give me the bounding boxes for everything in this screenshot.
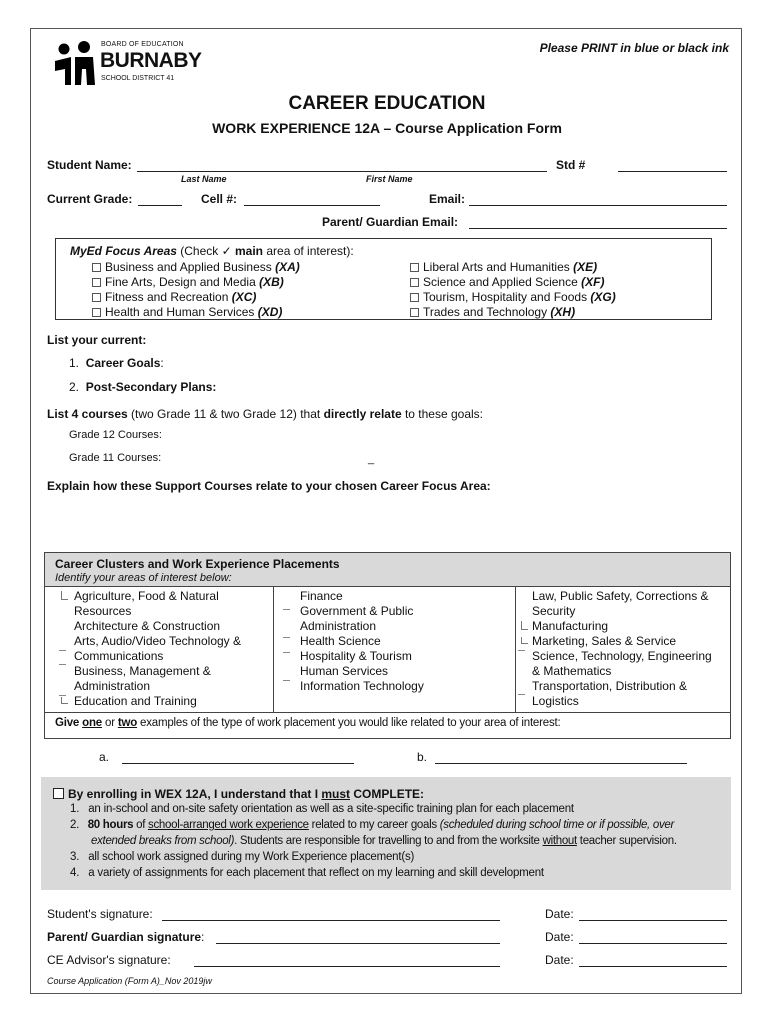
cluster-item: & Mathematics xyxy=(532,664,612,678)
student-date-field[interactable] xyxy=(579,920,727,921)
advisor-signature-label: CE Advisor's signature: xyxy=(47,953,171,967)
courses-instruction: List 4 courses (two Grade 11 & two Grade 12) that directly relate to these goals: xyxy=(47,407,484,421)
explain-heading[interactable]: Explain how these Support Courses relate to your chosen Career Focus Area: xyxy=(47,479,491,493)
cluster-item[interactable]: Manufacturing xyxy=(532,619,609,633)
clusters-subheading: Identify your areas of interest below: xyxy=(55,572,232,584)
std-number-label: Std # xyxy=(556,158,586,172)
placement-examples-instruction: Give one or two examples of the type of work placement you would like related to your area of interest: xyxy=(55,717,561,729)
logo-board-text: BOARD OF EDUCATION xyxy=(101,41,184,48)
career-clusters-table xyxy=(44,552,731,739)
focus-option-xf[interactable]: Science and Applied Science (XF) xyxy=(410,275,604,289)
checkbox-marker[interactable] xyxy=(59,695,66,696)
checkbox-marker[interactable] xyxy=(59,664,66,665)
parent-date-field[interactable] xyxy=(579,943,727,944)
form-footer: Course Application (Form A)_Nov 2019jw xyxy=(47,976,212,986)
cell-label: Cell #: xyxy=(201,192,238,206)
print-note: Please PRINT in blue or black ink xyxy=(539,41,729,55)
clusters-heading: Career Clusters and Work Experience Placements xyxy=(55,557,340,571)
parent-email-field[interactable] xyxy=(469,228,727,229)
cluster-item[interactable]: Marketing, Sales & Service xyxy=(532,634,677,648)
example-b-field[interactable] xyxy=(435,763,687,764)
checkbox-marker[interactable] xyxy=(521,637,528,644)
enrolment-box xyxy=(41,777,731,890)
divider xyxy=(45,712,730,713)
checkbox-marker[interactable] xyxy=(283,637,290,638)
focus-option-xe[interactable]: Liberal Arts and Humanities (XE) xyxy=(410,260,597,274)
checkbox-marker[interactable] xyxy=(283,609,290,610)
cluster-item[interactable]: Government & Public xyxy=(300,604,414,618)
focus-option-xa[interactable]: Business and Applied Business (XA) xyxy=(92,260,300,274)
advisor-signature-field[interactable] xyxy=(194,966,500,967)
cluster-item[interactable]: Health Science xyxy=(300,634,381,648)
cluster-item[interactable]: Law, Public Safety, Corrections & xyxy=(532,589,709,603)
focus-option-xb[interactable]: Fine Arts, Design and Media (XB) xyxy=(92,275,284,289)
checkbox[interactable] xyxy=(410,263,419,272)
career-goals-item[interactable]: 1. Career Goals: xyxy=(69,356,164,370)
stray-underscore: _ xyxy=(368,453,375,465)
logo-district-text: SCHOOL DISTRICT 41 xyxy=(101,75,175,82)
commitment-1: 1. an in-school and on-site safety orientation as well as a site-specific training plan for each placement xyxy=(70,803,574,815)
logo-figures-icon xyxy=(51,41,99,85)
clusters-col-3 xyxy=(532,589,712,709)
first-name-caption: First Name xyxy=(366,174,413,184)
grade-12-courses-label[interactable]: Grade 12 Courses: xyxy=(69,429,162,441)
commitment-2: 2. 80 hours of school-arranged work experience related to my career goals (scheduled during school time or if possible, over xyxy=(70,819,675,831)
parent-signature-field[interactable] xyxy=(216,943,500,944)
cluster-item: Administration xyxy=(300,619,377,633)
checkbox[interactable] xyxy=(410,278,419,287)
cluster-item: Administration xyxy=(74,679,151,693)
form-subtitle: WORK EXPERIENCE 12A – Course Application Form xyxy=(212,120,562,136)
email-field[interactable] xyxy=(469,205,727,206)
divider xyxy=(273,586,274,712)
logo xyxy=(51,39,202,87)
last-name-caption: Last Name xyxy=(181,174,227,184)
checkbox-marker[interactable] xyxy=(518,650,525,651)
checkbox-marker[interactable] xyxy=(61,591,68,600)
checkbox-marker[interactable] xyxy=(59,650,66,651)
commitment-4: 4. a variety of assignments for each placement that reflect on my learning and skill development xyxy=(70,867,544,879)
cluster-item[interactable]: Architecture & Construction xyxy=(74,619,221,633)
checkbox-marker[interactable] xyxy=(61,697,68,704)
cluster-item[interactable]: Business, Management & xyxy=(74,664,211,678)
cluster-item[interactable]: Arts, Audio/Video Technology & xyxy=(74,634,242,648)
checkbox[interactable] xyxy=(92,293,101,302)
cluster-item[interactable]: Human Services xyxy=(300,664,389,678)
cluster-item[interactable]: Agriculture, Food & Natural xyxy=(74,589,219,603)
checkbox-marker[interactable] xyxy=(521,621,528,630)
student-signature-field[interactable] xyxy=(162,920,500,921)
student-name-field[interactable] xyxy=(137,171,547,172)
advisor-date-label: Date: xyxy=(545,953,574,967)
current-grade-label: Current Grade: xyxy=(47,192,133,206)
cluster-item: Logistics xyxy=(532,694,579,708)
cluster-item[interactable]: Education and Training xyxy=(74,694,197,708)
parent-date-label: Date: xyxy=(545,930,574,944)
advisor-date-field[interactable] xyxy=(579,966,727,967)
example-b-label: b. xyxy=(417,750,428,764)
post-secondary-item[interactable]: 2. Post-Secondary Plans: xyxy=(69,380,217,394)
commitment-3: 3. all school work assigned during my Work Experience placement(s) xyxy=(70,851,415,863)
focus-areas-heading: MyEd Focus Areas (Check ✓ main area of interest): xyxy=(70,244,354,258)
enrolment-heading[interactable]: By enrolling in WEX 12A, I understand that I must COMPLETE: xyxy=(53,787,424,801)
focus-option-xg[interactable]: Tourism, Hospitality and Foods (XG) xyxy=(410,290,616,304)
focus-areas-box xyxy=(55,238,712,320)
agreement-checkbox[interactable] xyxy=(53,788,64,799)
commitment-2-continued: extended breaks from school). Students are responsible for travelling to and from the worksite without teacher supervision. xyxy=(91,835,677,847)
divider xyxy=(515,586,516,712)
cluster-item[interactable]: Information Technology xyxy=(300,679,424,693)
checkbox[interactable] xyxy=(92,263,101,272)
grade-11-courses-label[interactable]: Grade 11 Courses: xyxy=(69,452,162,464)
cell-field[interactable] xyxy=(244,205,380,206)
clusters-col-1 xyxy=(74,589,241,709)
checkbox-marker[interactable] xyxy=(283,680,290,681)
student-signature-label: Student's signature: xyxy=(47,907,153,921)
checkbox[interactable] xyxy=(92,278,101,287)
cluster-item: Resources xyxy=(74,604,132,618)
cluster-item[interactable]: Transportation, Distribution & xyxy=(532,679,687,693)
email-label: Email: xyxy=(429,192,466,206)
clusters-col-2 xyxy=(300,589,424,694)
std-number-field[interactable] xyxy=(618,171,727,172)
cluster-item[interactable]: Science, Technology, Engineering xyxy=(532,649,712,663)
student-date-label: Date: xyxy=(545,907,574,921)
checkbox-marker[interactable] xyxy=(518,694,525,695)
parent-email-label: Parent/ Guardian Email: xyxy=(322,215,459,229)
cluster-item: Security xyxy=(532,604,576,618)
focus-option-xd[interactable]: Health and Human Services (XD) xyxy=(92,305,282,319)
example-a-field[interactable] xyxy=(122,763,354,764)
student-name-label: Student Name: xyxy=(47,158,132,172)
list-current-heading: List your current: xyxy=(47,333,147,347)
current-grade-field[interactable] xyxy=(138,205,182,206)
parent-signature-label: Parent/ Guardian signature: xyxy=(47,930,205,944)
checkbox[interactable] xyxy=(92,308,101,317)
focus-option-xc[interactable]: Fitness and Recreation (XC) xyxy=(92,290,256,304)
logo-name-text: BURNABY xyxy=(100,49,202,72)
application-form xyxy=(30,28,742,994)
divider xyxy=(45,586,730,587)
cluster-item[interactable]: Hospitality & Tourism xyxy=(300,649,412,663)
checkbox-marker[interactable] xyxy=(283,652,290,653)
checkbox[interactable] xyxy=(410,293,419,302)
checkbox[interactable] xyxy=(410,308,419,317)
cluster-item[interactable]: Finance xyxy=(300,589,343,603)
example-a-label: a. xyxy=(99,750,110,764)
focus-option-xh[interactable]: Trades and Technology (XH) xyxy=(410,305,575,319)
form-title: CAREER EDUCATION xyxy=(288,93,486,114)
cluster-item: Communications xyxy=(74,649,164,663)
